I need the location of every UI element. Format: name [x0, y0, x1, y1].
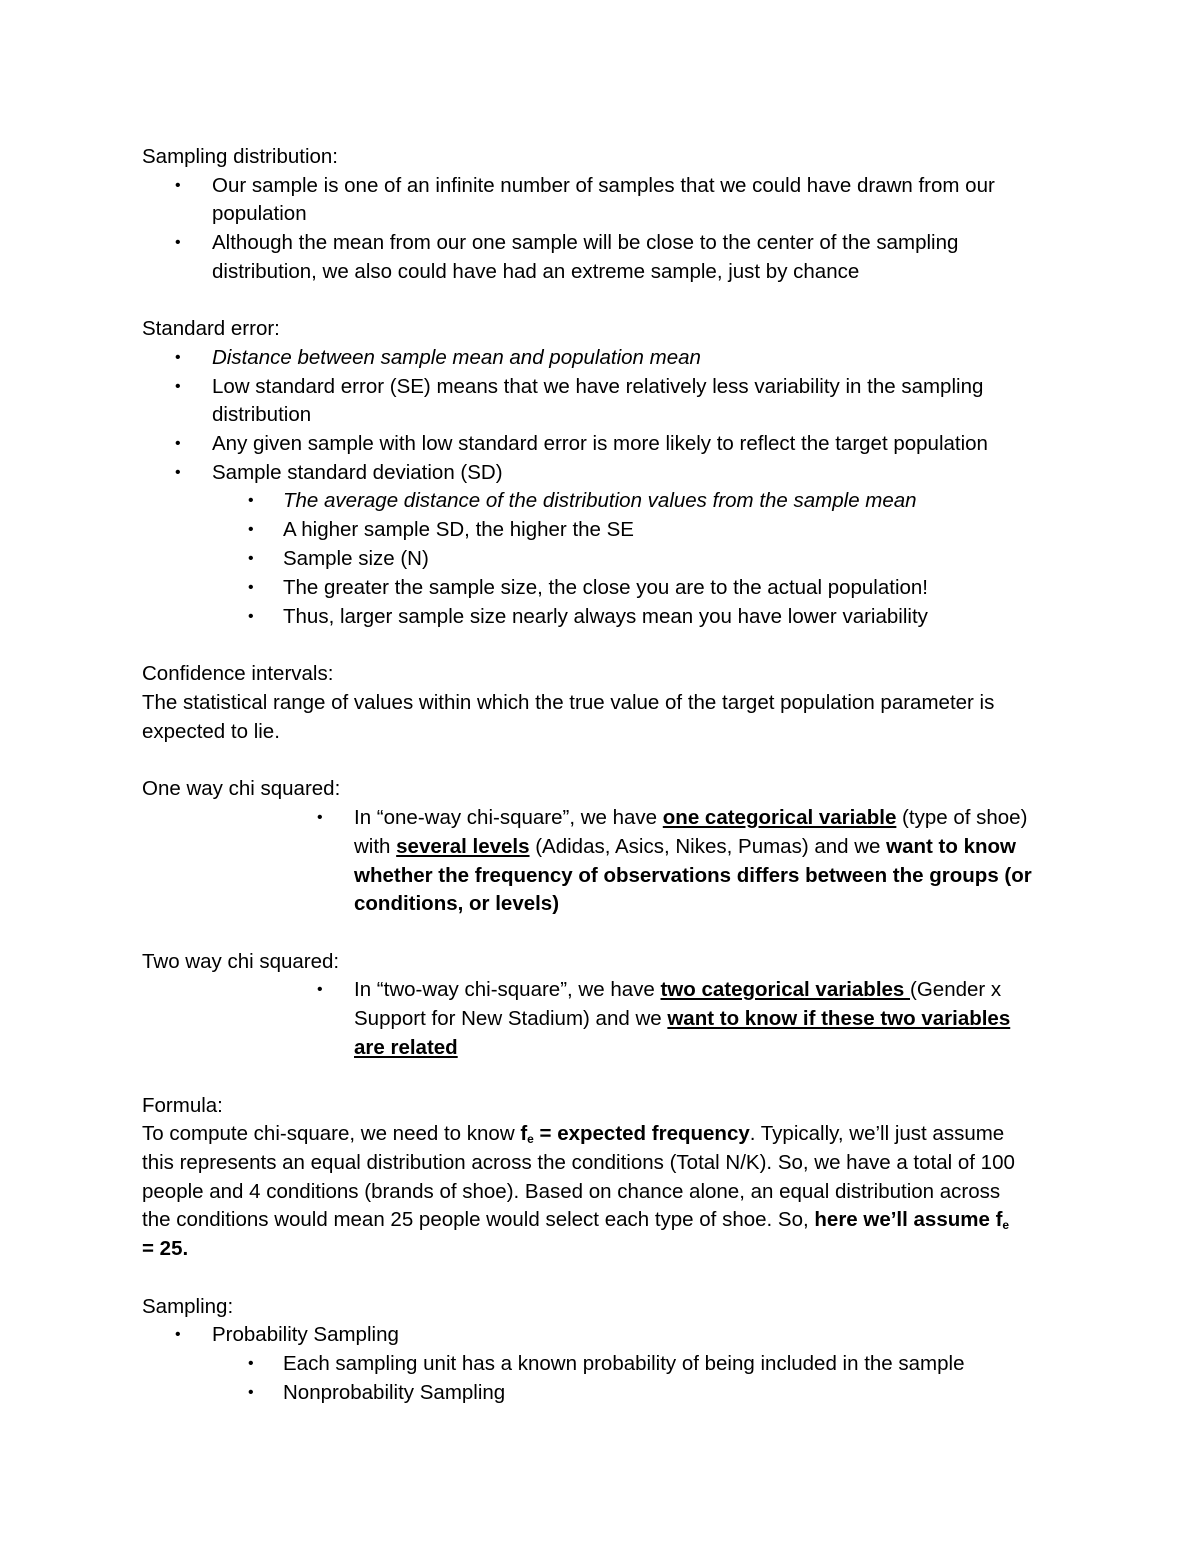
list-item-text: are related	[354, 1036, 458, 1059]
section-heading-sampling: Sampling:	[142, 1295, 234, 1318]
bullet-icon: •	[248, 1355, 254, 1372]
paragraph-text: The statistical range of values within which the true value of the target population parameter is	[142, 691, 995, 714]
section-heading-standard-error: Standard error:	[142, 317, 280, 340]
bullet-icon: •	[248, 550, 254, 567]
bullet-icon: •	[248, 579, 254, 596]
bullet-icon: •	[248, 1384, 254, 1401]
bullet-icon: •	[248, 492, 254, 509]
section-heading-sampling-distribution: Sampling distribution:	[142, 145, 338, 168]
paragraph-text: the conditions would mean 25 people would select each type of shoe. So, here we’ll assume $f_e$	[142, 1208, 1010, 1232]
paragraph-text: expected to lie.	[142, 720, 280, 743]
sub-list-item-text: The average distance of the distribution values from the sample mean	[283, 489, 917, 512]
emphasis-text: want to know if these two variables	[667, 1007, 1011, 1030]
bullet-icon: •	[175, 1326, 181, 1343]
list-item-text: Sample standard deviation (SD)	[212, 461, 503, 484]
paragraph-text: To compute chi-square, we need to know $f_e$ = expected frequency. Typically, we’ll just assume	[142, 1122, 1005, 1146]
list-item-text: Although the mean from our one sample will be close to the center of the sampling	[212, 231, 959, 254]
bullet-icon: •	[175, 378, 181, 395]
list-item-text: In “one-way chi-square”, we have one categorical variable (type of shoe)	[354, 806, 1028, 829]
list-item-text: Our sample is one of an infinite number of samples that we could have drawn from our	[212, 174, 995, 197]
paragraph-text: this represents an equal distribution across the conditions (Total N/K). So, we have a total of 100	[142, 1151, 1015, 1174]
list-item-text: distribution, we also could have had an extreme sample, just by chance	[212, 260, 860, 283]
bullet-icon: •	[175, 464, 181, 481]
sub-list-item-text: Nonprobability Sampling	[283, 1381, 506, 1404]
paragraph-text: people and 4 conditions (brands of shoe). Based on chance alone, an equal distribution across	[142, 1180, 1001, 1203]
section-heading-one-way-chi-squared: One way chi squared:	[142, 777, 341, 800]
list-item-text: Low standard error (SE) means that we have relatively less variability in the sampling	[212, 375, 984, 398]
paragraph-text: = 25.	[142, 1237, 189, 1260]
list-item-text: Support for New Stadium) and we want to know if these two variables	[354, 1007, 1011, 1030]
list-item-text: Probability Sampling	[212, 1323, 399, 1346]
list-item-text: Distance between sample mean and population mean	[212, 346, 701, 369]
bullet-icon: •	[175, 177, 181, 194]
list-item-text: conditions, or levels)	[354, 892, 560, 915]
section-heading-confidence-intervals: Confidence intervals:	[142, 662, 334, 685]
emphasis-text: several levels	[396, 835, 530, 858]
bullet-icon: •	[175, 349, 181, 366]
list-item-text: Any given sample with low standard error is more likely to reflect the target population	[212, 432, 988, 455]
sub-list-item-text: Each sampling unit has a known probability of being included in the sample	[283, 1352, 965, 1375]
section-heading-formula: Formula:	[142, 1094, 223, 1117]
sub-list-item-text: A higher sample SD, the higher the SE	[283, 518, 634, 541]
list-item-text: distribution	[212, 403, 312, 426]
sub-list-item-text: Thus, larger sample size nearly always mean you have lower variability	[283, 605, 928, 628]
sub-list-item-text: Sample size (N)	[283, 547, 429, 570]
sub-list-item-text: The greater the sample size, the close you are to the actual population!	[283, 576, 928, 599]
section-heading-two-way-chi-squared: Two way chi squared:	[142, 950, 340, 973]
bullet-icon: •	[175, 234, 181, 251]
emphasis-text: one categorical variable	[662, 806, 897, 829]
bullet-icon: •	[248, 521, 254, 538]
emphasis-text: two categorical variables	[660, 978, 911, 1001]
bullet-icon: •	[317, 981, 323, 998]
list-item-text: whether the frequency of observations differs between the groups (or	[354, 864, 1032, 887]
emphasis-text: want to know	[886, 835, 1016, 858]
bullet-icon: •	[317, 809, 323, 826]
bullet-icon: •	[175, 435, 181, 452]
list-item-text: In “two-way chi-square”, we have two categorical variables (Gender x	[354, 978, 1002, 1001]
list-item-text: with several levels (Adidas, Asics, Nikes, Pumas) and we want to know	[354, 835, 1016, 858]
bullet-icon: •	[248, 608, 254, 625]
list-item-text: population	[212, 202, 307, 225]
